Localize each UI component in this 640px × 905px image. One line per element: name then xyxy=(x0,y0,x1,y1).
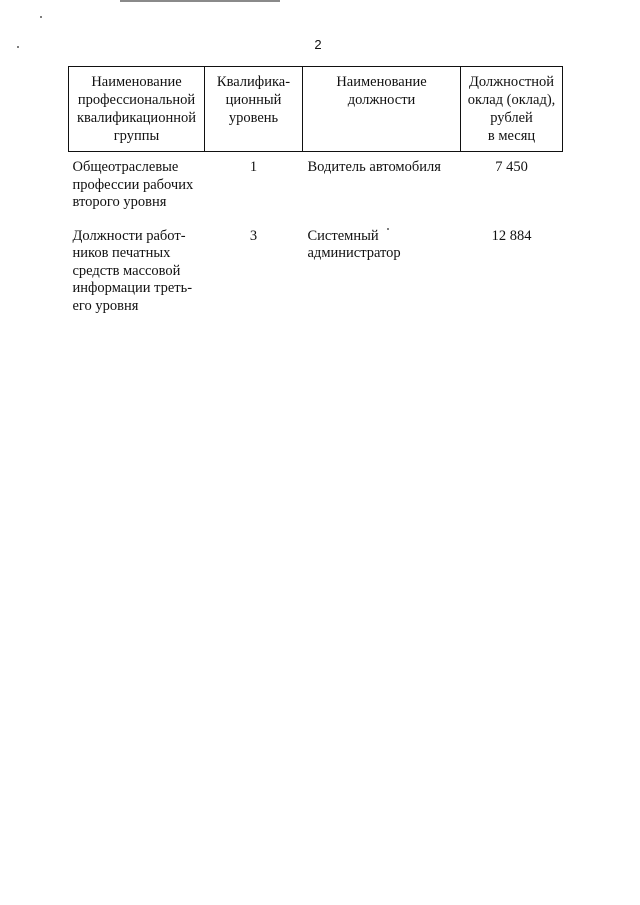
table-header-row xyxy=(69,67,563,152)
header-position-name: Наименование должности xyxy=(303,67,461,152)
header-professional-group: Наименование профессиональной квалификационной группы xyxy=(69,67,205,152)
page-number: 2 xyxy=(314,37,322,52)
cell-salary: 12 884 xyxy=(491,227,532,244)
cell-professional-group: Должности работ- ников печатных средств массовой информации треть- его уровня xyxy=(72,227,193,314)
cell-qualification-level: 3 xyxy=(249,227,258,244)
scan-edge-mark xyxy=(120,0,280,2)
cell-position-name: Водитель автомобиля xyxy=(307,159,441,175)
scan-speck xyxy=(40,16,42,18)
salary-table xyxy=(68,66,562,315)
cell-position-name: Системный администратор xyxy=(307,227,401,261)
header-salary: Должностной оклад (оклад), рублей в месяц xyxy=(461,67,563,152)
header-qualification-level: Квалифика- ционный уровень xyxy=(205,67,303,152)
cell-qualification-level: 1 xyxy=(249,159,258,175)
cell-professional-group: Общеотраслевые профессии рабочих второго уровня xyxy=(72,159,194,210)
table-row xyxy=(69,152,563,224)
table-row xyxy=(69,224,563,316)
cell-salary: 7 450 xyxy=(495,159,528,175)
